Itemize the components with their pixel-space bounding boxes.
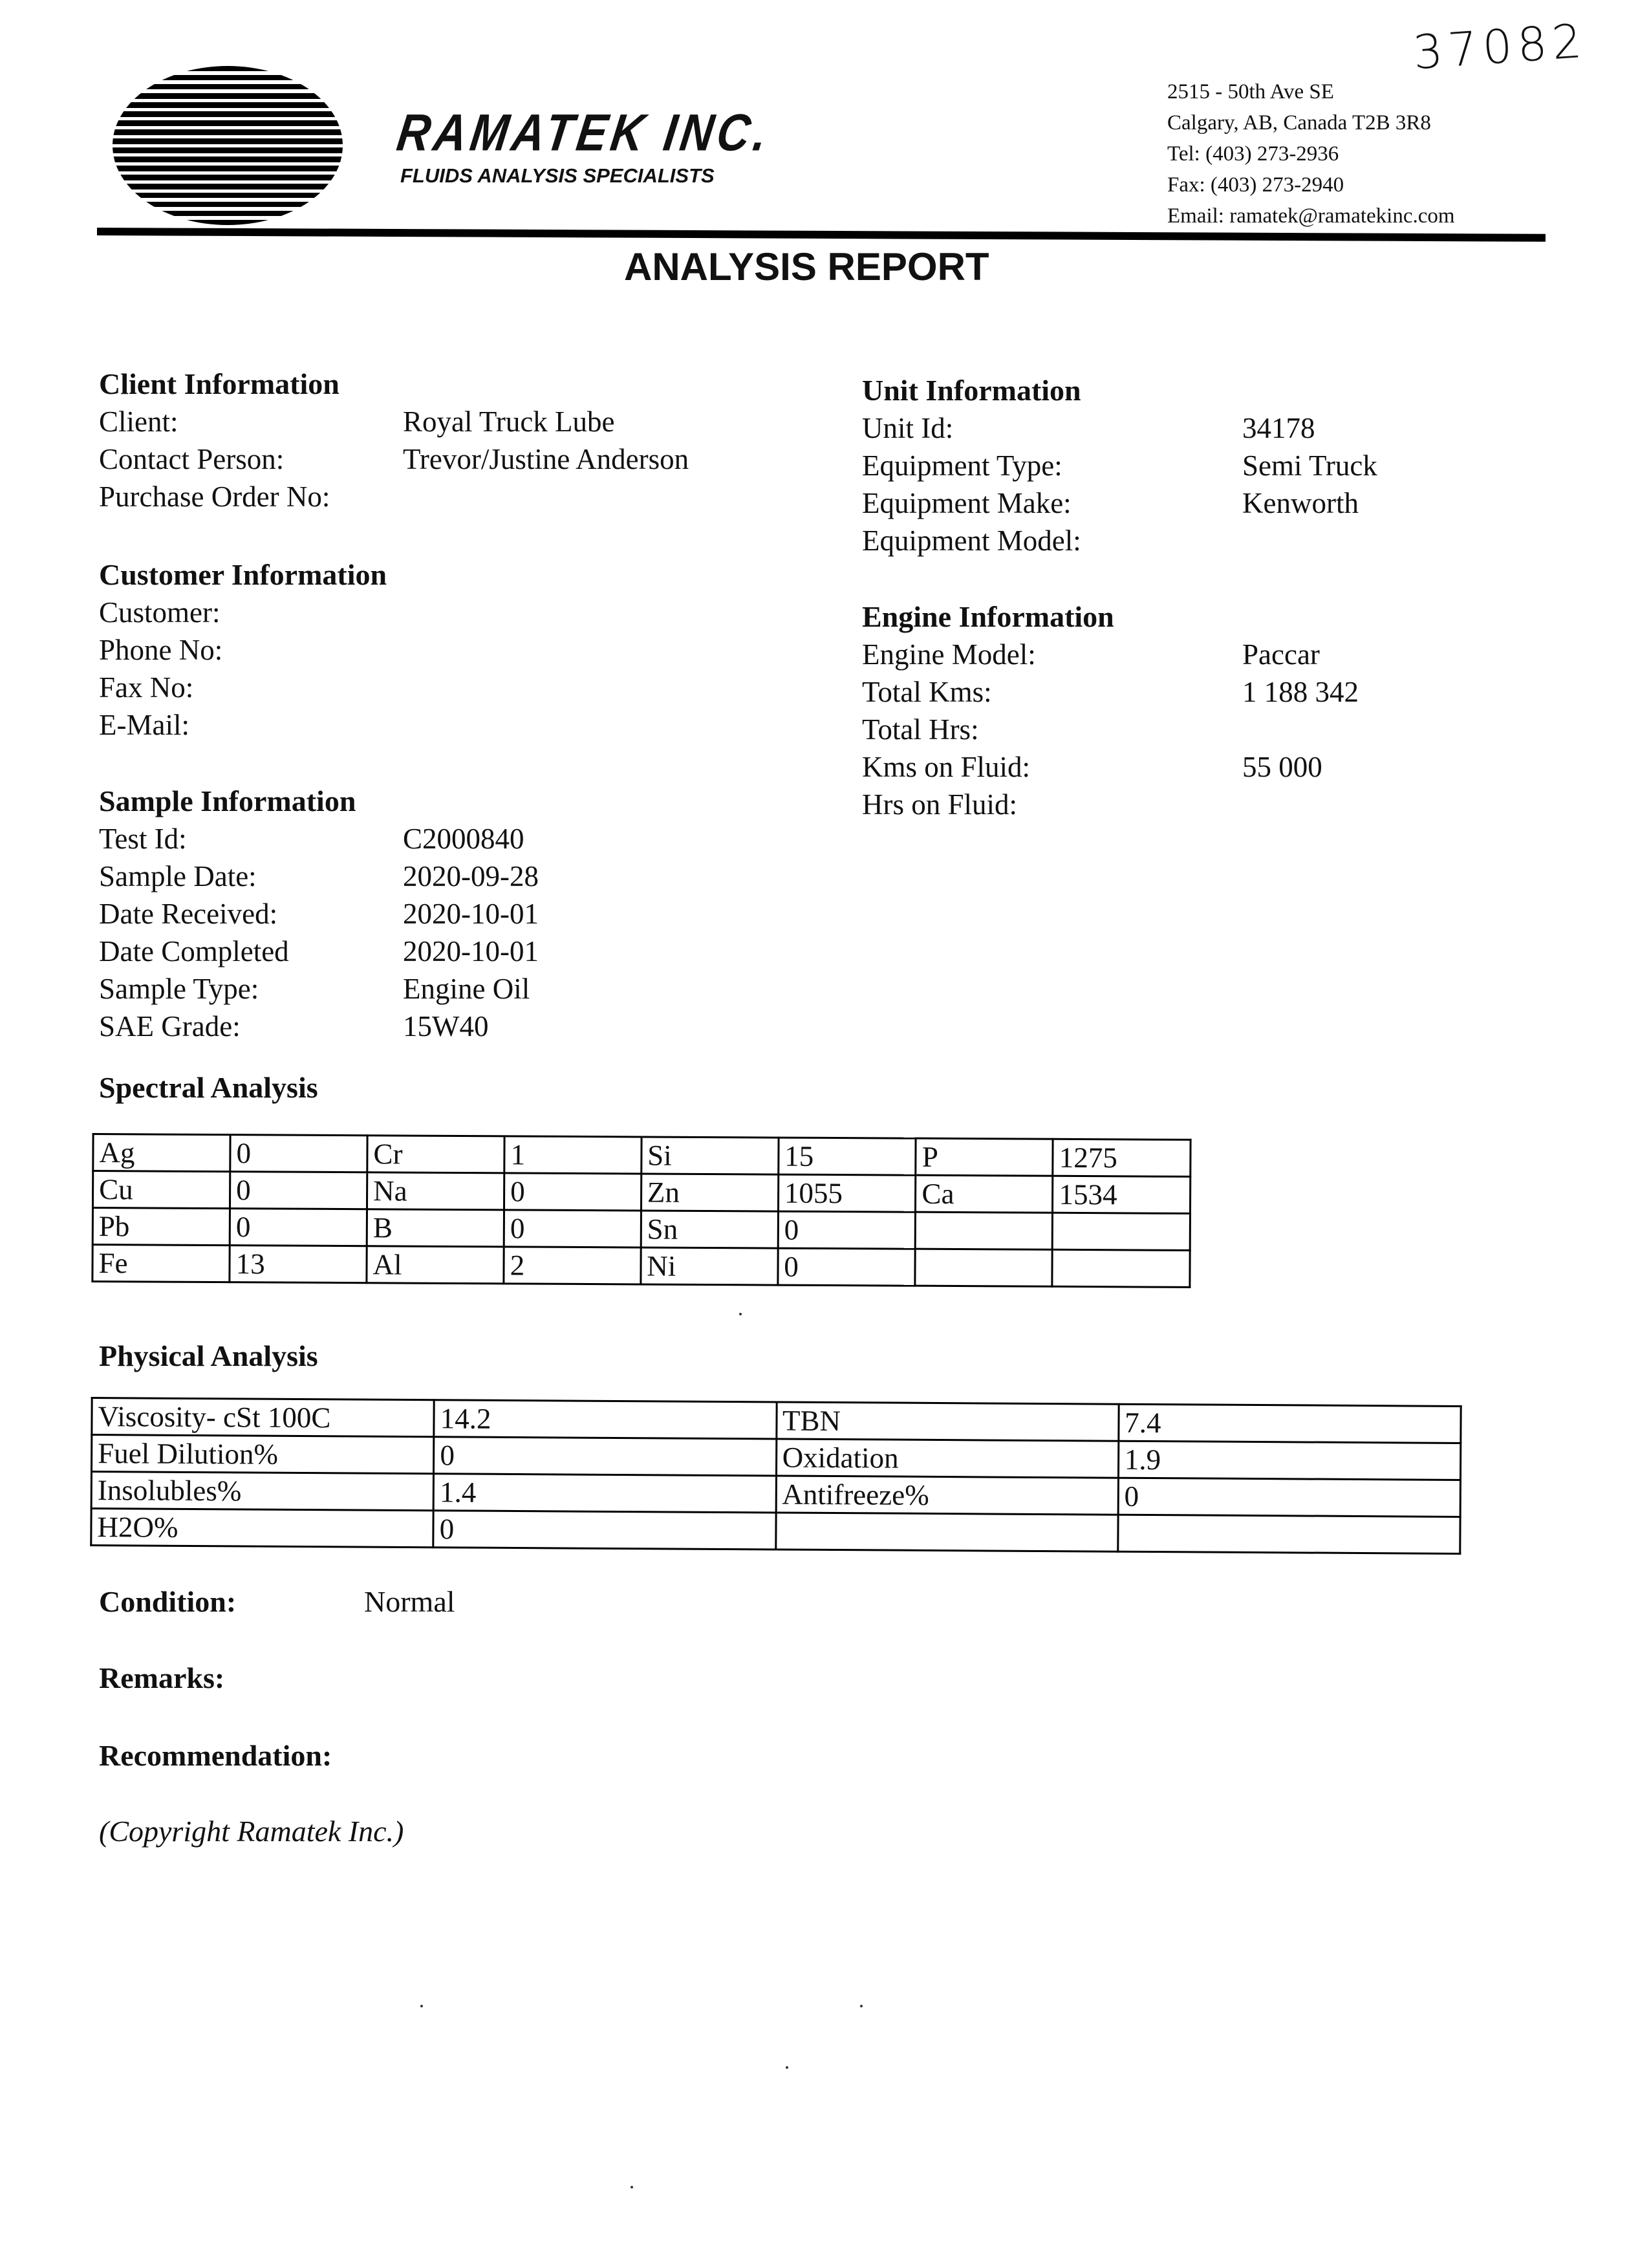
date-received-value: 2020-10-01 [403,898,539,930]
element-label-cell: Fe [92,1245,230,1282]
field-label: SAE Grade: [99,1010,241,1042]
property-value-cell: 0 [1118,1478,1461,1517]
spectral-analysis-heading: Spectral Analysis [99,1071,318,1104]
unit-id-value: 34178 [1242,412,1315,444]
element-label-cell: Ca [916,1175,1053,1213]
scan-speck [860,2005,863,2007]
property-label-cell: Oxidation [776,1439,1119,1478]
company-tagline: FLUIDS ANALYSIS SPECIALISTS [400,164,715,187]
field-row [99,820,539,858]
element-label-cell [916,1212,1053,1249]
field-row [99,933,539,970]
field-label: Total Hrs: [862,713,979,746]
field-label: Equipment Make: [862,487,1072,519]
element-label-cell: B [367,1209,504,1247]
spectral-analysis-table [91,1133,1191,1288]
date-completed-value: 2020-10-01 [403,935,539,967]
table-row [92,1171,1190,1214]
field-label: Client: [99,405,178,438]
field-row [862,786,1359,823]
condition-label: Condition: [99,1585,237,1618]
scan-speck [786,2066,788,2069]
sae-grade-value: 15W40 [403,1010,489,1042]
element-value-cell: 1534 [1053,1176,1191,1213]
recommendation-label: Recommendation: [99,1739,332,1772]
element-label-cell: Ag [93,1134,230,1172]
element-label-cell: Al [367,1246,504,1284]
address-email: Email: ramatek@ramatekinc.com [1167,204,1455,228]
element-label-cell: Cu [92,1171,230,1209]
physical-analysis-heading: Physical Analysis [99,1339,318,1372]
property-label-cell: Fuel Dilution% [91,1435,434,1474]
element-label-cell: Cr [367,1136,504,1173]
field-label: Equipment Type: [862,449,1062,482]
element-value-cell [1052,1249,1190,1287]
scan-speck [630,2186,633,2188]
element-value-cell: 0 [230,1172,367,1209]
property-label-cell: Viscosity- cSt 100C [92,1398,435,1437]
element-label-cell: Na [367,1172,504,1210]
field-label: Sample Type: [99,973,259,1005]
scan-speck [739,1313,742,1315]
contact-person-value: Trevor/Justine Anderson [403,443,689,475]
table-row [93,1134,1191,1177]
field-row [99,706,403,744]
address-fax: Fax: (403) 273-2940 [1167,173,1344,197]
element-value-cell: 1055 [778,1174,916,1212]
remarks-row [99,1661,364,1695]
test-id-value: C2000840 [403,823,524,855]
field-label: Unit Id: [862,412,954,444]
field-row [99,895,539,933]
field-row [862,711,1359,748]
element-label-cell: Sn [641,1211,778,1248]
company-name: RAMATEK INC. [393,103,775,162]
field-row [862,673,1359,711]
property-value-cell: 7.4 [1119,1404,1461,1443]
section-heading: Customer Information [99,558,387,591]
handwritten-number: 37082 [1411,13,1589,80]
field-label: Sample Date: [99,860,257,892]
sample-date-value: 2020-09-28 [403,860,539,892]
address-street: 2515 - 50th Ave SE [1167,80,1334,103]
unit-information-section [862,372,1377,559]
engine-information-section [862,598,1359,823]
field-row [99,440,689,478]
field-label: Total Kms: [862,676,992,708]
element-value-cell: 0 [504,1210,641,1247]
field-label: Date Completed [99,935,289,967]
element-label-cell [915,1249,1052,1286]
physical-analysis-table [90,1397,1461,1555]
element-value-cell: 0 [778,1211,916,1249]
field-label: Hrs on Fluid: [862,788,1018,821]
property-label-cell: TBN [776,1402,1119,1441]
total-kms-value: 1 188 342 [1242,676,1359,708]
condition-row [99,1584,455,1619]
field-label: Customer: [99,596,221,629]
property-label-cell [775,1513,1118,1551]
field-row [862,636,1359,673]
field-row [862,409,1377,447]
report-title: ANALYSIS REPORT [624,245,989,288]
element-value-cell [1053,1213,1191,1250]
field-row [99,478,689,515]
sample-type-value: Engine Oil [403,973,530,1005]
element-value-cell: 0 [778,1248,916,1286]
property-label-cell: Antifreeze% [776,1476,1119,1515]
copyright-notice: (Copyright Ramatek Inc.) [99,1815,404,1848]
remarks-label: Remarks: [99,1661,225,1694]
striped-globe-logo-icon [111,65,344,226]
address-tel: Tel: (403) 273-2936 [1167,142,1339,166]
field-row [862,484,1377,522]
element-value-cell: 0 [504,1173,641,1211]
field-label: Kms on Fluid: [862,751,1031,783]
element-value-cell: 1275 [1053,1139,1191,1176]
field-row [862,748,1359,786]
condition-value: Normal [364,1585,455,1618]
section-heading: Sample Information [99,784,356,817]
property-value-cell: 0 [433,1511,776,1550]
table-row [92,1208,1190,1251]
field-label: Equipment Model: [862,524,1081,557]
address-city: Calgary, AB, Canada T2B 3R8 [1167,111,1431,135]
property-value-cell: 14.2 [434,1400,777,1439]
company-brand [393,103,775,188]
field-label: E-Mail: [99,709,189,741]
sample-information-section [99,783,539,1045]
field-row [862,522,1377,559]
element-label-cell: P [916,1138,1053,1176]
equipment-make-value: Kenworth [1242,487,1359,519]
kms-on-fluid-value: 55 000 [1242,751,1322,783]
field-row [99,1008,539,1045]
field-row [862,447,1377,484]
company-address [1167,76,1455,232]
element-value-cell: 15 [779,1138,916,1175]
element-value-cell: 0 [230,1209,367,1246]
field-label: Test Id: [99,823,187,855]
element-value-cell: 2 [504,1247,641,1284]
element-label-cell: Zn [641,1174,778,1211]
field-row [99,669,403,706]
field-row [99,970,539,1008]
field-label: Purchase Order No: [99,481,330,513]
property-label-cell: H2O% [91,1509,434,1548]
element-label-cell: Si [641,1137,779,1174]
field-label: Contact Person: [99,443,285,475]
field-label: Engine Model: [862,638,1036,671]
property-value-cell: 1.4 [433,1474,776,1513]
equipment-type-value: Semi Truck [1242,449,1377,482]
property-value-cell [1118,1515,1461,1553]
table-row [91,1509,1460,1554]
element-value-cell: 1 [504,1136,641,1174]
table-row [92,1245,1190,1288]
property-value-cell: 0 [434,1437,777,1476]
element-value-cell: 0 [230,1135,367,1172]
field-label: Fax No: [99,671,194,704]
section-heading: Unit Information [862,374,1081,407]
scan-speck [420,2005,423,2007]
customer-information-section [99,556,403,744]
section-heading: Client Information [99,367,339,400]
element-label-cell: Pb [92,1208,230,1246]
field-row [99,594,403,631]
element-label-cell: Ni [641,1247,778,1285]
client-value: Royal Truck Lube [403,405,615,438]
property-value-cell: 1.9 [1118,1441,1461,1480]
element-value-cell: 13 [230,1246,367,1283]
recommendation-row [99,1738,364,1773]
field-label: Phone No: [99,634,223,666]
field-row [99,858,539,895]
client-information-section [99,365,689,515]
field-label: Date Received: [99,898,278,930]
section-heading: Engine Information [862,600,1114,633]
field-row [99,403,689,440]
engine-model-value: Paccar [1242,638,1320,671]
field-row [99,631,403,669]
property-label-cell: Insolubles% [91,1472,434,1511]
